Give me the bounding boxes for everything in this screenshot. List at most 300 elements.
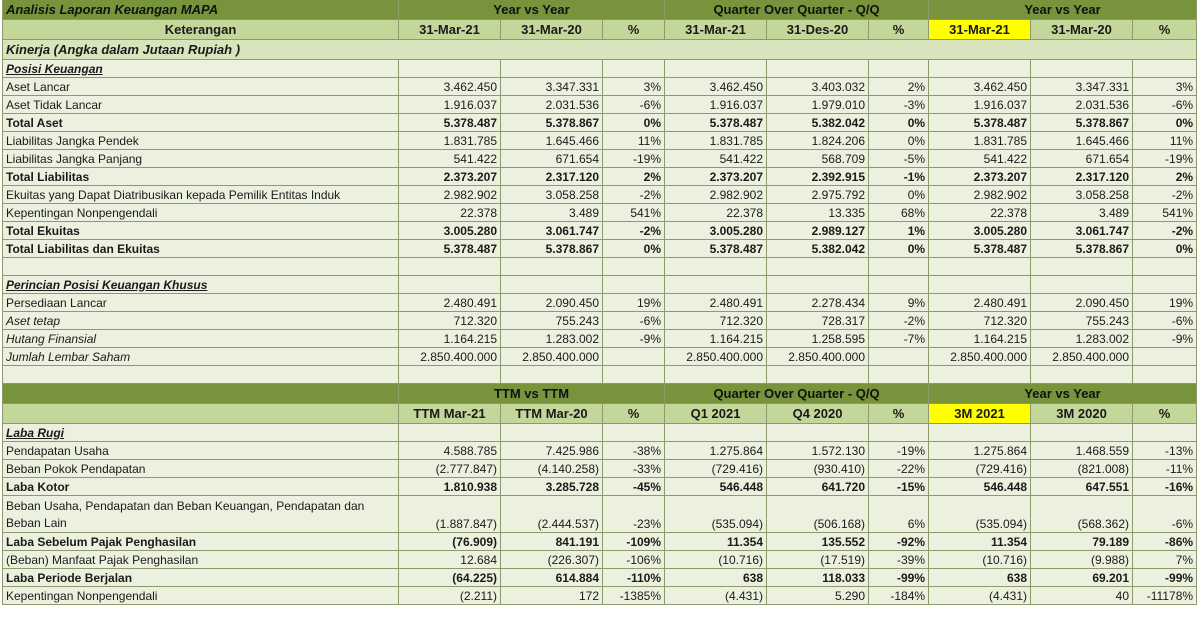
empty-cell [3, 366, 399, 384]
value-cell: 2.090.450 [501, 294, 603, 312]
value-cell: 7.425.986 [501, 442, 603, 460]
value-cell: 541.422 [399, 150, 501, 168]
value-cell: 2.989.127 [767, 222, 869, 240]
value-cell: -92% [869, 533, 929, 551]
value-cell: (821.008) [1031, 460, 1133, 478]
value-cell: -22% [869, 460, 929, 478]
table-row [3, 330, 1197, 348]
row-label: Total Aset [3, 114, 399, 132]
empty-cell [501, 424, 603, 442]
value-cell: 3.489 [1031, 204, 1133, 222]
value-cell: 568.709 [767, 150, 869, 168]
table-row [3, 222, 1197, 240]
row-label: Liabilitas Jangka Pendek [3, 132, 399, 150]
value-cell [1133, 348, 1197, 366]
value-cell: 11.354 [929, 533, 1031, 551]
empty-cell [501, 366, 603, 384]
table-row [3, 204, 1197, 222]
value-cell: 0% [869, 132, 929, 150]
value-cell: -33% [603, 460, 665, 478]
value-cell: 841.191 [501, 533, 603, 551]
value-cell: -86% [1133, 533, 1197, 551]
empty-cell [869, 276, 929, 294]
value-cell: -9% [1133, 330, 1197, 348]
value-cell: 638 [929, 569, 1031, 587]
table-row [3, 533, 1197, 551]
group-header: Year vs Year [929, 384, 1197, 404]
table-row [3, 78, 1197, 96]
value-cell: 712.320 [399, 312, 501, 330]
column-header: 31-Mar-21 [399, 20, 501, 40]
value-cell: 3.462.450 [665, 78, 767, 96]
empty-cell [869, 60, 929, 78]
value-cell: 1.164.215 [665, 330, 767, 348]
column-header: TTM Mar-20 [501, 404, 603, 424]
value-cell: 546.448 [929, 478, 1031, 496]
value-cell: 647.551 [1031, 478, 1133, 496]
value-cell: 5.378.867 [501, 114, 603, 132]
value-cell: 3.462.450 [929, 78, 1031, 96]
value-cell: 541% [603, 204, 665, 222]
value-cell: 541% [1133, 204, 1197, 222]
value-cell: 541.422 [929, 150, 1031, 168]
empty-cell [767, 366, 869, 384]
row-label: Pendapatan Usaha [3, 442, 399, 460]
value-cell: 638 [665, 569, 767, 587]
group-header-row [3, 384, 1197, 404]
value-cell: 641.720 [767, 478, 869, 496]
empty-cell [665, 276, 767, 294]
value-cell: 6% [869, 496, 929, 533]
column-header: % [603, 404, 665, 424]
table-row [3, 587, 1197, 605]
value-cell: (535.094) [929, 496, 1031, 533]
value-cell: 0% [869, 114, 929, 132]
value-cell: (535.094) [665, 496, 767, 533]
row-label: Kepentingan Nonpengendali [3, 587, 399, 605]
group-header: Year vs Year [929, 0, 1197, 20]
value-cell: 755.243 [1031, 312, 1133, 330]
empty-cell [501, 258, 603, 276]
row-label: Ekuitas yang Dapat Diatribusikan kepada Pemilik Entitas Induk [3, 186, 399, 204]
value-cell: 3.462.450 [399, 78, 501, 96]
value-cell: 1.916.037 [929, 96, 1031, 114]
value-cell: 9% [869, 294, 929, 312]
group-header-row [3, 0, 1197, 20]
empty-cell [399, 276, 501, 294]
value-cell: 0% [1133, 114, 1197, 132]
table-row [3, 168, 1197, 186]
empty-cell [603, 366, 665, 384]
value-cell: 2% [1133, 168, 1197, 186]
value-cell: 3% [603, 78, 665, 96]
empty-cell [501, 60, 603, 78]
empty-cell [399, 258, 501, 276]
value-cell: 1% [869, 222, 929, 240]
value-cell: (729.416) [929, 460, 1031, 478]
value-cell: 546.448 [665, 478, 767, 496]
row-label: Aset Lancar [3, 78, 399, 96]
value-cell: 68% [869, 204, 929, 222]
value-cell: (729.416) [665, 460, 767, 478]
value-cell: 69.201 [1031, 569, 1133, 587]
value-cell: -45% [603, 478, 665, 496]
value-cell: 1.916.037 [665, 96, 767, 114]
value-cell: -6% [1133, 96, 1197, 114]
table-row [3, 312, 1197, 330]
row-label: Hutang Finansial [3, 330, 399, 348]
empty-cell [399, 60, 501, 78]
value-cell: (9.988) [1031, 551, 1133, 569]
value-cell: 2% [869, 78, 929, 96]
empty-cell [869, 366, 929, 384]
value-cell: 2.373.207 [665, 168, 767, 186]
value-cell: -2% [603, 186, 665, 204]
value-cell: 2.850.400.000 [1031, 348, 1133, 366]
empty-cell [1133, 276, 1197, 294]
value-cell: 3% [1133, 78, 1197, 96]
column-header: 3M 2021 [929, 404, 1031, 424]
empty-cell [767, 276, 869, 294]
rincian-title-row [3, 276, 1197, 294]
empty-cell [501, 276, 603, 294]
value-cell: 5.378.867 [1031, 114, 1133, 132]
value-cell: 0% [603, 240, 665, 258]
value-cell: 1.916.037 [399, 96, 501, 114]
value-cell: (506.168) [767, 496, 869, 533]
row-label: Laba Sebelum Pajak Penghasilan [3, 533, 399, 551]
table-row [3, 442, 1197, 460]
empty-cell [3, 258, 399, 276]
table-row [3, 96, 1197, 114]
empty-cell [1133, 424, 1197, 442]
value-cell: 3.403.032 [767, 78, 869, 96]
value-cell: -2% [1133, 222, 1197, 240]
column-header: 31-Mar-21 [929, 20, 1031, 40]
row-label: Laba Periode Berjalan [3, 569, 399, 587]
column-header: 31-Mar-21 [665, 20, 767, 40]
value-cell: 11% [603, 132, 665, 150]
group-header: Quarter Over Quarter - Q/Q [665, 384, 929, 404]
column-header: % [1133, 404, 1197, 424]
value-cell: 3.005.280 [665, 222, 767, 240]
table-row [3, 150, 1197, 168]
value-cell: 5.378.487 [665, 114, 767, 132]
column-header: 31-Des-20 [767, 20, 869, 40]
empty-header-cell [3, 384, 399, 404]
value-cell: 3.061.747 [1031, 222, 1133, 240]
value-cell: 3.005.280 [399, 222, 501, 240]
column-header-row [3, 404, 1197, 424]
value-cell: 1.831.785 [665, 132, 767, 150]
value-cell: 13.335 [767, 204, 869, 222]
value-cell: 5.290 [767, 587, 869, 605]
value-cell: 2.850.400.000 [929, 348, 1031, 366]
value-cell: -2% [869, 312, 929, 330]
value-cell: 712.320 [665, 312, 767, 330]
value-cell: 1.572.130 [767, 442, 869, 460]
row-label: Aset Tidak Lancar [3, 96, 399, 114]
value-cell: -3% [869, 96, 929, 114]
value-cell: 172 [501, 587, 603, 605]
value-cell: 0% [869, 240, 929, 258]
value-cell: (568.362) [1031, 496, 1133, 533]
empty-cell [929, 60, 1031, 78]
value-cell [869, 348, 929, 366]
value-cell: (930.410) [767, 460, 869, 478]
row-label: Total Liabilitas dan Ekuitas [3, 240, 399, 258]
value-cell: 614.884 [501, 569, 603, 587]
value-cell: 3.347.331 [1031, 78, 1133, 96]
value-cell: 5.378.487 [399, 114, 501, 132]
empty-cell [929, 276, 1031, 294]
value-cell: -7% [869, 330, 929, 348]
empty-cell [665, 258, 767, 276]
value-cell: 0% [869, 186, 929, 204]
value-cell: 2.480.491 [665, 294, 767, 312]
column-header-label: Keterangan [3, 20, 399, 40]
value-cell: -110% [603, 569, 665, 587]
column-header: % [869, 20, 929, 40]
value-cell: -1385% [603, 587, 665, 605]
value-cell: -6% [603, 96, 665, 114]
value-cell: 135.552 [767, 533, 869, 551]
value-cell: 22.378 [399, 204, 501, 222]
section-title: Laba Rugi [3, 424, 399, 442]
value-cell: 2.480.491 [929, 294, 1031, 312]
value-cell: (17.519) [767, 551, 869, 569]
empty-cell [929, 366, 1031, 384]
value-cell: 2.090.450 [1031, 294, 1133, 312]
value-cell: 5.378.487 [399, 240, 501, 258]
value-cell [603, 348, 665, 366]
column-header: 31-Mar-20 [501, 20, 603, 40]
value-cell: (76.909) [399, 533, 501, 551]
row-label: Total Ekuitas [3, 222, 399, 240]
value-cell: 5.378.487 [929, 114, 1031, 132]
value-cell: 2.480.491 [399, 294, 501, 312]
value-cell: 2.031.536 [501, 96, 603, 114]
value-cell: 2.850.400.000 [399, 348, 501, 366]
value-cell: 5.378.487 [665, 240, 767, 258]
value-cell: -39% [869, 551, 929, 569]
column-header: % [1133, 20, 1197, 40]
table-row [3, 496, 1197, 533]
table-row [3, 460, 1197, 478]
column-header: TTM Mar-21 [399, 404, 501, 424]
empty-cell [1031, 424, 1133, 442]
row-label: Persediaan Lancar [3, 294, 399, 312]
empty-cell [1133, 366, 1197, 384]
empty-cell [665, 60, 767, 78]
financial-table [2, 0, 1197, 605]
value-cell: (2.777.847) [399, 460, 501, 478]
value-cell: -99% [1133, 569, 1197, 587]
value-cell: 2.392.915 [767, 168, 869, 186]
value-cell: (64.225) [399, 569, 501, 587]
column-header: 31-Mar-20 [1031, 20, 1133, 40]
value-cell: -13% [1133, 442, 1197, 460]
value-cell: 0% [603, 114, 665, 132]
value-cell: 1.164.215 [929, 330, 1031, 348]
value-cell: 12.684 [399, 551, 501, 569]
value-cell: -6% [1133, 496, 1197, 533]
value-cell: 3.285.728 [501, 478, 603, 496]
empty-cell [869, 258, 929, 276]
table-row [3, 478, 1197, 496]
value-cell: 22.378 [929, 204, 1031, 222]
empty-cell [929, 258, 1031, 276]
value-cell: 2.317.120 [1031, 168, 1133, 186]
group-header: Quarter Over Quarter - Q/Q [665, 0, 929, 20]
empty-cell [869, 424, 929, 442]
value-cell: 2.031.536 [1031, 96, 1133, 114]
row-label: Beban Usaha, Pendapatan dan Beban Keuangan, Pendapatan dan Beban Lain [3, 496, 399, 533]
value-cell: -2% [603, 222, 665, 240]
row-label: Beban Pokok Pendapatan [3, 460, 399, 478]
value-cell: 2% [603, 168, 665, 186]
column-header: % [603, 20, 665, 40]
value-cell: 2.373.207 [399, 168, 501, 186]
column-header: % [869, 404, 929, 424]
value-cell: 541.422 [665, 150, 767, 168]
table-row [3, 240, 1197, 258]
value-cell: -6% [603, 312, 665, 330]
value-cell: 1.283.002 [1031, 330, 1133, 348]
kinerja-title: Kinerja (Angka dalam Jutaan Rupiah ) [3, 40, 1197, 60]
value-cell: 2.850.400.000 [501, 348, 603, 366]
value-cell: 1.164.215 [399, 330, 501, 348]
table-row [3, 132, 1197, 150]
row-label: Laba Kotor [3, 478, 399, 496]
empty-cell [767, 424, 869, 442]
value-cell: -19% [603, 150, 665, 168]
value-cell: 1.645.466 [501, 132, 603, 150]
sheet-title: Analisis Laporan Keuangan MAPA [3, 0, 399, 20]
value-cell: 1.824.206 [767, 132, 869, 150]
value-cell: 5.378.867 [501, 240, 603, 258]
empty-cell [767, 60, 869, 78]
value-cell: 755.243 [501, 312, 603, 330]
empty-cell [603, 60, 665, 78]
section-title: Perincian Posisi Keuangan Khusus [3, 276, 399, 294]
value-cell: -16% [1133, 478, 1197, 496]
empty-cell [603, 276, 665, 294]
value-cell: (4.431) [665, 587, 767, 605]
value-cell: 3.058.258 [501, 186, 603, 204]
value-cell: (226.307) [501, 551, 603, 569]
spacer-row [3, 258, 1197, 276]
value-cell: 3.347.331 [501, 78, 603, 96]
empty-cell [1031, 60, 1133, 78]
value-cell: (10.716) [929, 551, 1031, 569]
value-cell: 1.283.002 [501, 330, 603, 348]
value-cell: 1.258.595 [767, 330, 869, 348]
value-cell: 712.320 [929, 312, 1031, 330]
empty-header-cell [3, 404, 399, 424]
value-cell: -38% [603, 442, 665, 460]
value-cell: -5% [869, 150, 929, 168]
row-label: (Beban) Manfaat Pajak Penghasilan [3, 551, 399, 569]
kinerja-row [3, 40, 1197, 60]
value-cell: 2.278.434 [767, 294, 869, 312]
value-cell: -19% [869, 442, 929, 460]
value-cell: 2.975.792 [767, 186, 869, 204]
value-cell: 7% [1133, 551, 1197, 569]
value-cell: 11% [1133, 132, 1197, 150]
value-cell: -23% [603, 496, 665, 533]
row-label: Liabilitas Jangka Panjang [3, 150, 399, 168]
value-cell: (10.716) [665, 551, 767, 569]
table-row [3, 114, 1197, 132]
section-title: Posisi Keuangan [3, 60, 399, 78]
value-cell: (2.211) [399, 587, 501, 605]
row-label: Total Liabilitas [3, 168, 399, 186]
table-row [3, 294, 1197, 312]
value-cell: 2.982.902 [399, 186, 501, 204]
value-cell: 5.382.042 [767, 240, 869, 258]
value-cell: 1.979.010 [767, 96, 869, 114]
value-cell: 22.378 [665, 204, 767, 222]
empty-cell [929, 424, 1031, 442]
empty-cell [399, 366, 501, 384]
value-cell: 3.058.258 [1031, 186, 1133, 204]
posisi-title-row [3, 60, 1197, 78]
column-header: Q4 2020 [767, 404, 869, 424]
value-cell: 1.810.938 [399, 478, 501, 496]
value-cell: 19% [603, 294, 665, 312]
value-cell: -1% [869, 168, 929, 186]
laba-title-row [3, 424, 1197, 442]
value-cell: (4.431) [929, 587, 1031, 605]
column-header: Q1 2021 [665, 404, 767, 424]
value-cell: -184% [869, 587, 929, 605]
table-row [3, 348, 1197, 366]
empty-cell [1031, 258, 1133, 276]
empty-cell [665, 366, 767, 384]
empty-cell [1133, 60, 1197, 78]
row-label: Jumlah Lembar Saham [3, 348, 399, 366]
spacer-row [3, 366, 1197, 384]
value-cell: 5.378.487 [929, 240, 1031, 258]
table-row [3, 551, 1197, 569]
value-cell: 2.982.902 [929, 186, 1031, 204]
value-cell: 3.489 [501, 204, 603, 222]
value-cell: -9% [603, 330, 665, 348]
group-header: Year vs Year [399, 0, 665, 20]
value-cell: 1.275.864 [665, 442, 767, 460]
value-cell: -6% [1133, 312, 1197, 330]
value-cell: 1.275.864 [929, 442, 1031, 460]
value-cell: 0% [1133, 240, 1197, 258]
value-cell: -11% [1133, 460, 1197, 478]
value-cell: 4.588.785 [399, 442, 501, 460]
empty-cell [1031, 366, 1133, 384]
value-cell: 728.317 [767, 312, 869, 330]
value-cell: 2.317.120 [501, 168, 603, 186]
table-row [3, 186, 1197, 204]
value-cell: 1.468.559 [1031, 442, 1133, 460]
value-cell: -99% [869, 569, 929, 587]
value-cell: 2.850.400.000 [665, 348, 767, 366]
empty-cell [767, 258, 869, 276]
value-cell: -19% [1133, 150, 1197, 168]
value-cell: 2.850.400.000 [767, 348, 869, 366]
value-cell: 5.382.042 [767, 114, 869, 132]
value-cell: -11178% [1133, 587, 1197, 605]
value-cell: 40 [1031, 587, 1133, 605]
row-label: Aset tetap [3, 312, 399, 330]
